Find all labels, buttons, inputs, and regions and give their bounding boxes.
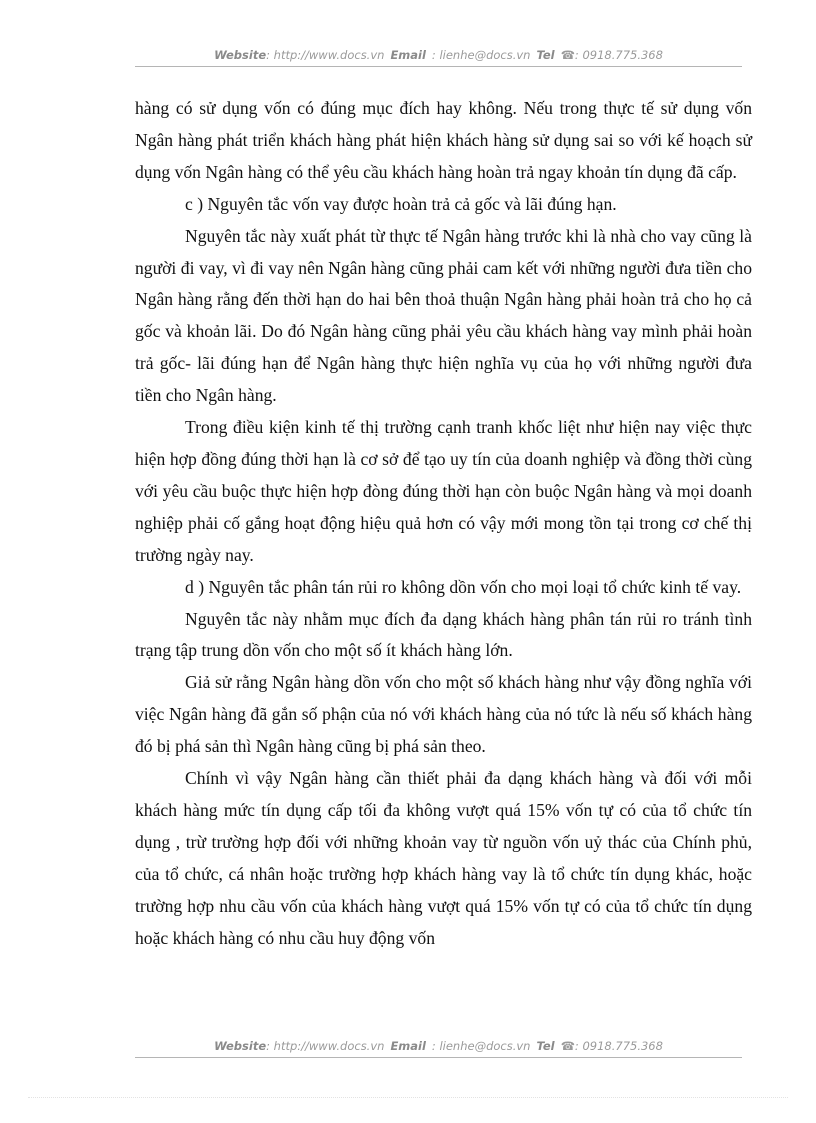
principle-d-heading: d ) Nguyên tắc phân tán rủi ro không dồn vốn cho mọi loại tổ chức kinh tế vay. [185, 576, 742, 597]
header-website-label: Website [214, 48, 267, 62]
page-bottom-border [28, 1097, 788, 1098]
paragraph: Giả sử rằng Ngân hàng dồn vốn cho một số khách hàng như vậy đồng nghĩa với việc Ngân hàng đã gắn số phận của nó với khách hàng của nó tức là nếu số khách hàng đó bị phá sản thì Ngân hàng cũng bị phá sản theo. [135, 672, 752, 757]
header-website-url[interactable]: : http://www.docs.vn [266, 48, 385, 62]
page-footer [135, 1039, 742, 1053]
footer-website-label: Website [214, 1039, 267, 1053]
footer-tel-number: : 0918.775.368 [574, 1039, 663, 1053]
principle-c-heading: c ) Nguyên tắc vốn vay được hoàn trả cả gốc và lãi đúng hạn. [185, 193, 617, 214]
footer-email-label: Email [390, 1039, 426, 1053]
paragraph: Nguyên tắc này xuất phát từ thực tế Ngân hàng trước khi là nhà cho vay cũng là người đi vay, vì đi vay nên Ngân hàng cũng phải cam kết với những người đưa tiền cho Ngân hàng rằng đến thời hạn do hai bên thoả thuận Ngân hàng phải hoàn trả cho họ cả gốc và khoản lãi. Do đó Ngân hàng cũng phải yêu cầu khách hàng vay mình phải hoàn trả gốc- lãi đúng hạn để Ngân hàng thực hiện nghĩa vụ của họ với những người đưa tiền cho Ngân hàng. [135, 225, 752, 406]
document-body [135, 93, 752, 954]
footer-tel-label: Tel [536, 1039, 555, 1053]
header-tel-number: : 0918.775.368 [574, 48, 663, 62]
header-divider [135, 66, 742, 67]
paragraph-continuation: hàng có sử dụng vốn có đúng mục đích hay không. Nếu trong thực tế sử dụng vốn Ngân hàng phát triển khách hàng phát hiện khách hàng sử dụng sai so với kế hoạch sử dụng vốn Ngân hàng có thể yêu cầu khách hàng hoàn trả ngay khoản tín dụng đã cấp. [135, 98, 752, 182]
paragraph: Trong điều kiện kinh tế thị trường cạnh tranh khốc liệt như hiện nay việc thực hiện hợp đồng đúng thời hạn là cơ sở để tạo uy tín của doanh nghiệp và đồng thời cùng với yêu cầu buộc thực hiện hợp đòng đúng thời hạn còn buộc Ngân hàng và mọi doanh nghiệp phải cố gắng hoạt động hiệu quả hơn có vậy mới mong tồn tại trong cơ chế thị trường ngày nay. [135, 417, 752, 565]
header-tel-label: Tel [536, 48, 555, 62]
telephone-icon: ☎ [560, 1039, 575, 1053]
telephone-icon: ☎ [560, 48, 575, 62]
footer-email-address[interactable]: : lienhe@docs.vn [431, 1039, 531, 1053]
paragraph: Nguyên tắc này nhằm mục đích đa dạng khách hàng phân tán rủi ro tránh tình trạng tập trung dồn vốn cho một số ít khách hàng lớn. [135, 608, 752, 661]
footer-divider [135, 1057, 742, 1058]
header-email-address[interactable]: : lienhe@docs.vn [431, 48, 531, 62]
paragraph: Chính vì vậy Ngân hàng cần thiết phải đa dạng khách hàng và đối với mỗi khách hàng mức tín dụng cấp tối đa không vượt quá 15% vốn tự có của tổ chức tín dụng , trừ trường hợp đối với những khoản vay từ nguồn vốn uỷ thác của Chính phủ, của tổ chức, cá nhân hoặc trường hợp khách hàng vay là tổ chức tín dụng khác, hoặc trường hợp nhu cầu vốn của khách hàng vượt quá 15% vốn tự có của tổ chức tín dụng hoặc khách hàng có nhu cầu huy động vốn [135, 768, 752, 948]
header-email-label: Email [390, 48, 426, 62]
footer-website-url[interactable]: : http://www.docs.vn [266, 1039, 385, 1053]
page-header [135, 48, 742, 62]
